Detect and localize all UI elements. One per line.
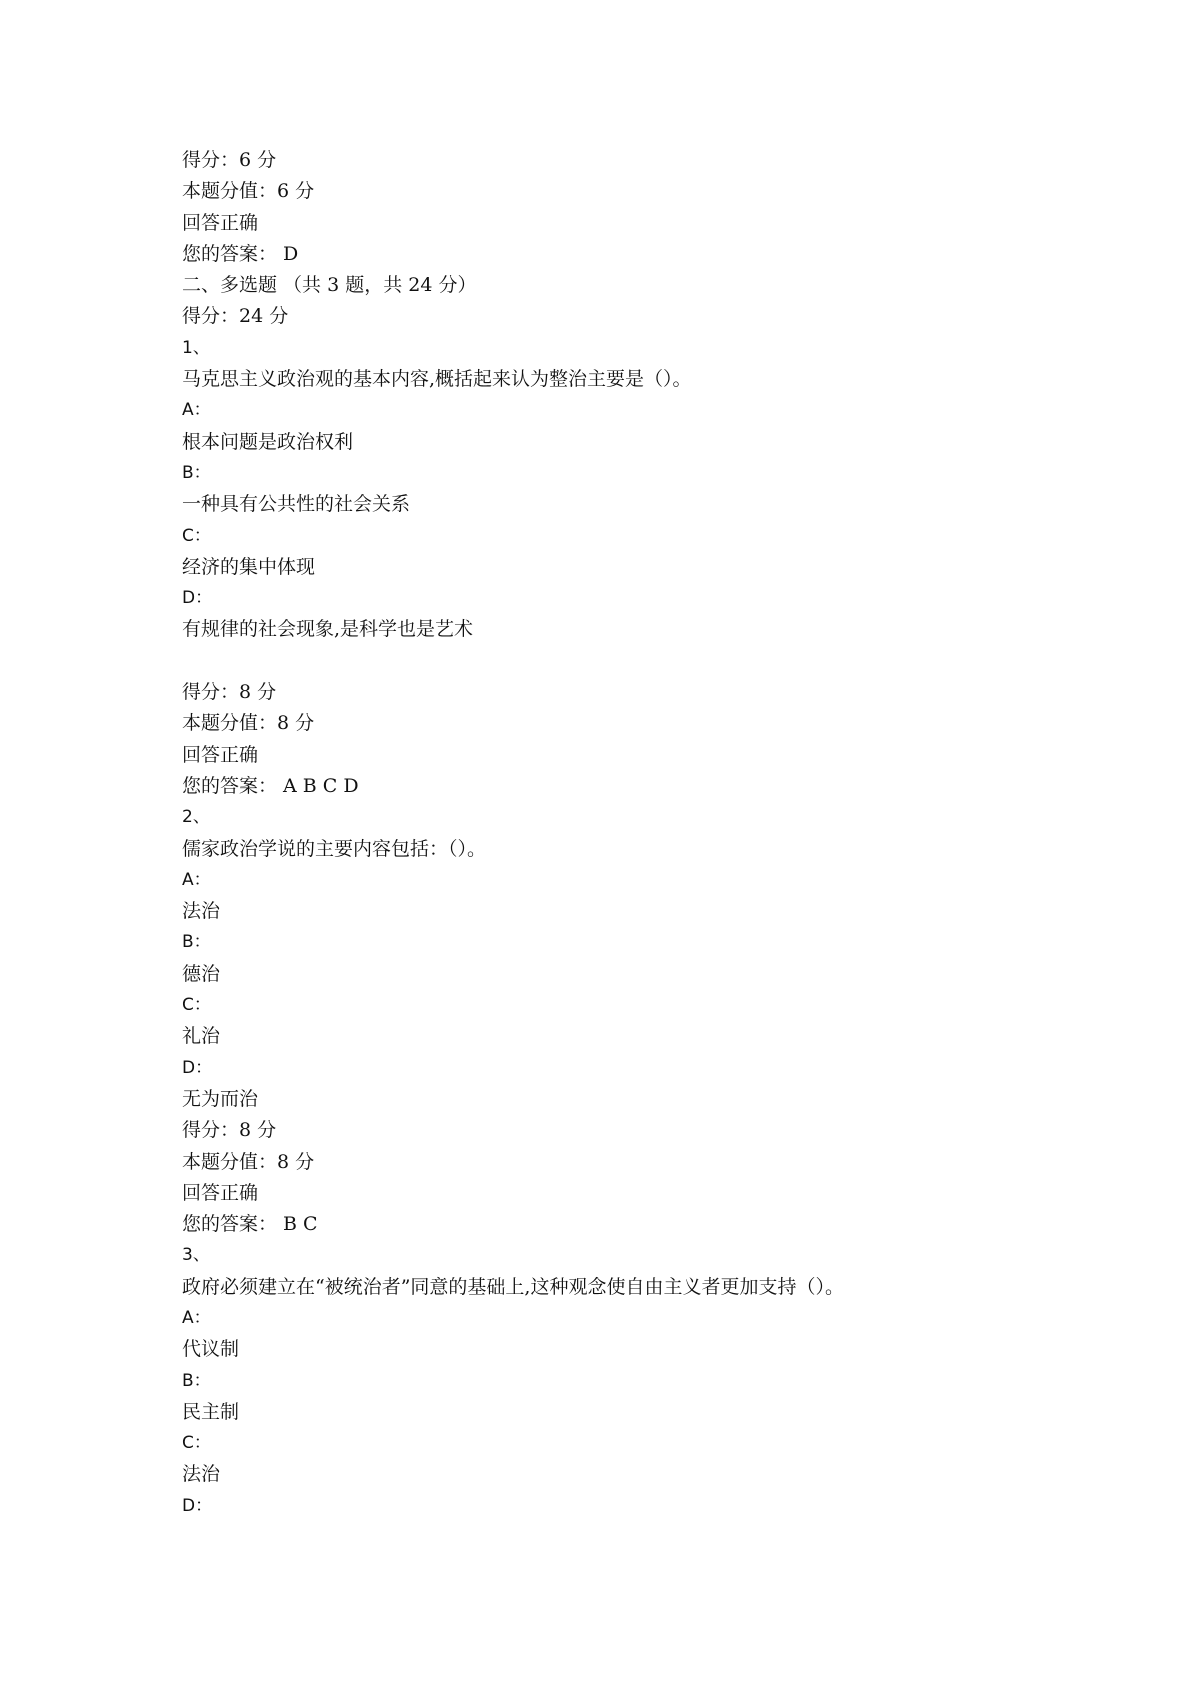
prev-question-score: 得分：6 分 [182, 149, 277, 171]
q2-option-a-label: A： [182, 869, 211, 890]
prev-question-value: 本题分值：6 分 [182, 180, 315, 203]
q2-option-c-label: C： [182, 995, 211, 1016]
q1-number: 1、 [182, 337, 210, 358]
q3-option-b-label: B： [182, 1370, 211, 1391]
q1-option-d-label: D： [182, 588, 213, 609]
q2-option-d-label: D： [182, 1057, 213, 1078]
q1-option-b-label: B： [182, 462, 211, 483]
q2-number: 2、 [182, 807, 210, 828]
q1-option-c-text: 经济的集中体现 [182, 555, 316, 578]
blank-line [182, 646, 1022, 677]
q3-number: 3、 [182, 1245, 210, 1266]
q3-option-c-label: C： [182, 1433, 211, 1454]
q3-question: 政府必须建立在“被统治者”同意的基础上,这种观念使自由主义者更加支持（）。 [182, 1275, 844, 1298]
q3-option-a-label: A： [182, 1307, 211, 1328]
prev-question-result: 回答正确 [182, 211, 259, 234]
q1-answer: 您的答案： A B C D [182, 774, 359, 797]
q2-option-b-label: B： [182, 932, 211, 953]
q2-option-b-text: 德治 [182, 962, 221, 985]
q3-option-b-text: 民主制 [182, 1400, 240, 1423]
section-score: 得分：24 分 [182, 305, 289, 328]
q1-result: 回答正确 [182, 743, 259, 766]
q3-option-d-label: D： [182, 1495, 213, 1516]
document-page [182, 145, 1022, 1522]
q1-option-a-label: A： [182, 400, 211, 421]
q1-value: 本题分值：8 分 [182, 712, 315, 735]
q2-value: 本题分值：8 分 [182, 1150, 315, 1173]
q2-question: 儒家政治学说的主要内容包括：（）。 [182, 837, 487, 860]
q2-score: 得分：8 分 [182, 1119, 277, 1142]
q2-option-a-text: 法治 [182, 900, 221, 923]
q3-option-a-text: 代议制 [182, 1338, 240, 1361]
prev-question-answer: 您的答案： D [182, 242, 299, 265]
q1-score: 得分：8 分 [182, 681, 277, 704]
q2-result: 回答正确 [182, 1181, 259, 1204]
q1-option-a-text: 根本问题是政治权利 [182, 430, 354, 453]
q2-answer: 您的答案： B C [182, 1213, 318, 1236]
q1-option-b-text: 一种具有公共性的社会关系 [182, 493, 411, 516]
q2-option-d-text: 无为而治 [182, 1087, 259, 1110]
q1-option-d-text: 有规律的社会现象,是科学也是艺术 [182, 618, 474, 641]
q2-option-c-text: 礼治 [182, 1025, 221, 1048]
q3-option-c-text: 法治 [182, 1463, 221, 1486]
section-title: 二、多选题 （共 3 题，共 24 分） [182, 274, 477, 297]
q1-option-c-label: C： [182, 525, 211, 546]
q1-question: 马克思主义政治观的基本内容,概括起来认为整治主要是（）。 [182, 368, 692, 391]
